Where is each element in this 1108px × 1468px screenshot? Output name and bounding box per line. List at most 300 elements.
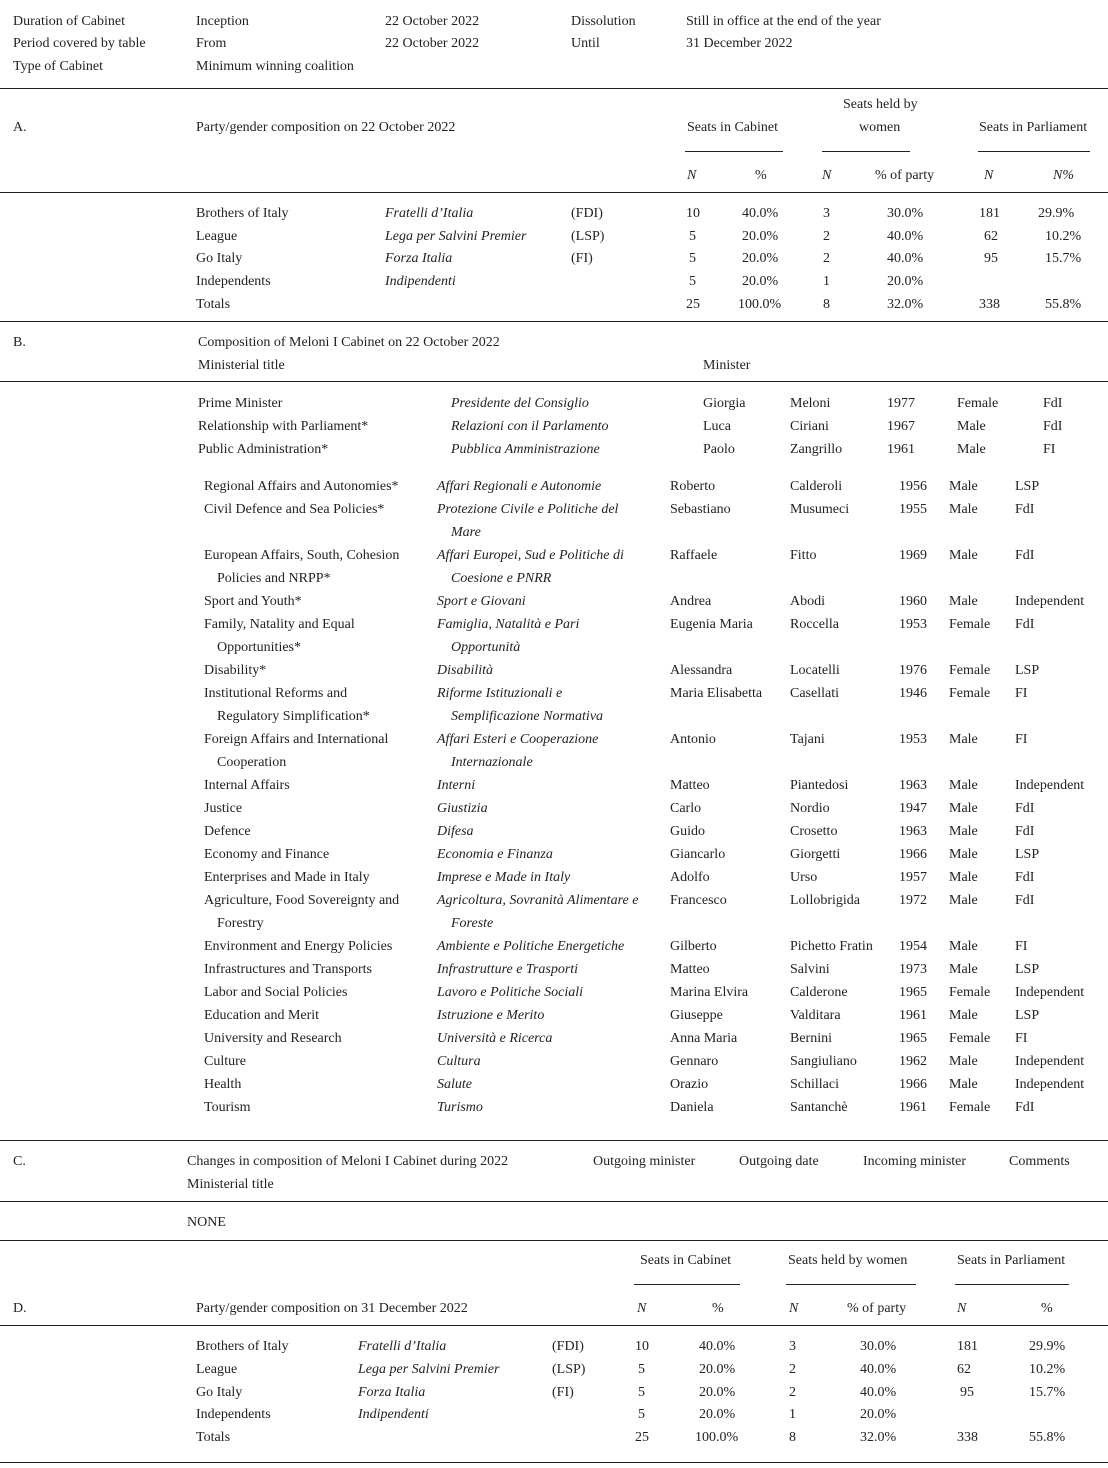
cabinet-type-label: Type of Cabinet xyxy=(13,59,103,74)
minister-gender: Male xyxy=(957,419,986,434)
minister-gender: Female xyxy=(949,1031,991,1046)
divider xyxy=(0,1462,1108,1463)
cab-pct: 20.0% xyxy=(742,229,779,244)
ministerial-title-italian: Pubblica Amministrazione xyxy=(451,442,600,457)
ministerial-title: Justice xyxy=(204,801,243,816)
ministerial-title-italian: Ambiente e Politiche Energetiche xyxy=(437,939,625,954)
minister-party: FdI xyxy=(1015,617,1035,632)
inception-value: 22 October 2022 xyxy=(385,14,480,29)
subhead-cab-n: N xyxy=(687,168,697,183)
minister-party: FI xyxy=(1015,939,1028,954)
ministerial-title: Environment and Energy Policies xyxy=(204,939,393,954)
until-label: Until xyxy=(571,36,600,51)
ministerial-title: Cooperation xyxy=(217,755,287,770)
wom-pct: 40.0% xyxy=(887,251,924,266)
ministerial-title-italian: Mare xyxy=(451,525,481,540)
par-pct: 15.7% xyxy=(1029,1385,1066,1400)
col-minister: Minister xyxy=(703,358,751,373)
subhead-cab-pct: % xyxy=(712,1301,724,1316)
subhead-cab-pct: % xyxy=(755,168,767,183)
duration-label: Duration of Cabinet xyxy=(13,14,125,29)
minister-birth-year: 1946 xyxy=(899,686,927,701)
divider xyxy=(0,88,1108,89)
par-pct: 29.9% xyxy=(1038,206,1075,221)
party-name: Brothers of Italy xyxy=(196,1339,289,1354)
minister-last-name: Fitto xyxy=(790,548,817,563)
col-group-women: Seats held by women xyxy=(788,1253,908,1268)
col-group-cabinet: Seats in Cabinet xyxy=(687,120,778,135)
cab-pct: 20.0% xyxy=(699,1407,736,1422)
col-outgoing-minister: Outgoing minister xyxy=(593,1154,696,1169)
party-abbr: (LSP) xyxy=(552,1362,586,1377)
ministerial-title: Health xyxy=(204,1077,242,1092)
section-letter: D. xyxy=(13,1301,27,1316)
minister-last-name: Meloni xyxy=(790,396,831,411)
par-pct: 29.9% xyxy=(1029,1339,1066,1354)
cab-n: 5 xyxy=(689,274,696,289)
minister-first-name: Roberto xyxy=(670,479,716,494)
par-n: 62 xyxy=(957,1362,971,1377)
ministerial-title-italian: Disabilità xyxy=(437,663,494,678)
wom-n: 1 xyxy=(789,1407,796,1422)
ministerial-title-italian: Università e Ricerca xyxy=(437,1031,553,1046)
minister-gender: Female xyxy=(957,396,999,411)
ministerial-title: Infrastructures and Transports xyxy=(204,962,372,977)
minister-gender: Male xyxy=(949,548,978,563)
ministerial-title: Institutional Reforms and xyxy=(204,686,348,701)
par-n: 62 xyxy=(984,229,998,244)
minister-last-name: Pichetto Fratin xyxy=(790,939,873,954)
minister-party: FI xyxy=(1015,732,1028,747)
minister-party: LSP xyxy=(1015,1008,1040,1023)
minister-first-name: Orazio xyxy=(670,1077,709,1092)
ministerial-title: Disability* xyxy=(204,663,267,678)
minister-last-name: Locatelli xyxy=(790,663,840,678)
minister-first-name: Giorgia xyxy=(703,396,746,411)
par-pct: 15.7% xyxy=(1045,251,1082,266)
wom-pct: 40.0% xyxy=(887,229,924,244)
minister-first-name: Raffaele xyxy=(670,548,718,563)
party-name: Independents xyxy=(196,1407,271,1422)
divider xyxy=(0,192,1108,193)
minister-gender: Male xyxy=(949,939,978,954)
cab-n: 5 xyxy=(638,1362,645,1377)
ministerial-title-italian: Infrastrutture e Trasporti xyxy=(437,962,579,977)
minister-party: Independent xyxy=(1015,985,1085,1000)
minister-gender: Female xyxy=(949,1100,991,1115)
minister-first-name: Matteo xyxy=(670,962,710,977)
minister-last-name: Tajani xyxy=(790,732,825,747)
section-title: Changes in composition of Meloni I Cabinet during 2022 xyxy=(187,1154,509,1169)
minister-first-name: Marina Elvira xyxy=(670,985,749,1000)
minister-last-name: Piantedosi xyxy=(790,778,849,793)
group-underline xyxy=(634,1284,740,1285)
minister-first-name: Antonio xyxy=(670,732,716,747)
minister-gender: Female xyxy=(949,617,991,632)
minister-last-name: Nordio xyxy=(790,801,830,816)
divider xyxy=(0,1140,1108,1141)
minister-birth-year: 1962 xyxy=(899,1054,927,1069)
minister-birth-year: 1977 xyxy=(887,396,915,411)
party-name: League xyxy=(196,1362,238,1377)
minister-birth-year: 1961 xyxy=(899,1100,927,1115)
par-pct: 10.2% xyxy=(1045,229,1082,244)
minister-first-name: Paolo xyxy=(703,442,735,457)
minister-party: FdI xyxy=(1015,893,1035,908)
minister-last-name: Valditara xyxy=(790,1008,841,1023)
minister-gender: Female xyxy=(949,663,991,678)
section-title: Composition of Meloni I Cabinet on 22 October 2022 xyxy=(198,335,500,350)
col-group-cabinet: Seats in Cabinet xyxy=(640,1253,731,1268)
minister-birth-year: 1976 xyxy=(899,663,927,678)
minister-last-name: Lollobrigida xyxy=(790,893,860,908)
ministerial-title-italian: Foreste xyxy=(451,916,494,931)
ministerial-title-italian: Protezione Civile e Politiche del xyxy=(437,502,619,517)
minister-last-name: Schillaci xyxy=(790,1077,839,1092)
par-n: 95 xyxy=(984,251,998,266)
minister-first-name: Giuseppe xyxy=(670,1008,723,1023)
dissolution-value: Still in office at the end of the year xyxy=(686,14,881,29)
party-italian: Forza Italia xyxy=(385,251,453,266)
ministerial-title-italian: Coesione e PNRR xyxy=(451,571,552,586)
minister-party: FdI xyxy=(1015,1100,1035,1115)
ministerial-title: Economy and Finance xyxy=(204,847,330,862)
minister-last-name: Urso xyxy=(790,870,818,885)
cab-n: 25 xyxy=(686,297,700,312)
wom-n: 2 xyxy=(823,251,830,266)
divider xyxy=(0,321,1108,322)
minister-first-name: Carlo xyxy=(670,801,702,816)
minister-last-name: Roccella xyxy=(790,617,839,632)
ministerial-title: Regional Affairs and Autonomies* xyxy=(204,479,399,494)
ministerial-title: Public Administration* xyxy=(198,442,329,457)
wom-n: 1 xyxy=(823,274,830,289)
party-name: Go Italy xyxy=(196,251,243,266)
from-value: 22 October 2022 xyxy=(385,36,480,51)
party-italian: Lega per Salvini Premier xyxy=(358,1362,500,1377)
minister-last-name: Ciriani xyxy=(790,419,829,434)
ministerial-title: Civil Defence and Sea Policies* xyxy=(204,502,385,517)
ministerial-title: Internal Affairs xyxy=(204,778,290,793)
col-ministerial-title: Ministerial title xyxy=(187,1177,274,1192)
party-italian: Forza Italia xyxy=(358,1385,426,1400)
wom-pct: 20.0% xyxy=(887,274,924,289)
minister-last-name: Calderone xyxy=(790,985,848,1000)
party-abbr: (LSP) xyxy=(571,229,605,244)
minister-first-name: Luca xyxy=(703,419,731,434)
minister-last-name: Crosetto xyxy=(790,824,838,839)
minister-party: Independent xyxy=(1015,1077,1085,1092)
minister-last-name: Sangiuliano xyxy=(790,1054,857,1069)
minister-birth-year: 1966 xyxy=(899,1077,927,1092)
wom-n: 2 xyxy=(823,229,830,244)
section-letter: B. xyxy=(13,335,26,350)
ministerial-title: Labor and Social Policies xyxy=(204,985,348,1000)
cab-pct: 100.0% xyxy=(695,1430,739,1445)
from-label: From xyxy=(196,36,227,51)
subhead-par-n: N xyxy=(957,1301,967,1316)
ministerial-title-italian: Giustizia xyxy=(437,801,488,816)
par-n: 95 xyxy=(960,1385,974,1400)
minister-party: FI xyxy=(1015,686,1028,701)
section-letter: A. xyxy=(13,120,27,135)
minister-birth-year: 1966 xyxy=(899,847,927,862)
minister-gender: Male xyxy=(949,824,978,839)
minister-birth-year: 1965 xyxy=(899,1031,927,1046)
divider xyxy=(0,1325,1108,1326)
period-label: Period covered by table xyxy=(13,36,146,51)
section-title: Party/gender composition on 31 December 2022 xyxy=(196,1301,468,1316)
ministerial-title: Policies and NRPP* xyxy=(217,571,331,586)
minister-party: FI xyxy=(1043,442,1056,457)
col-group-women-line2: women xyxy=(859,120,901,135)
minister-first-name: Anna Maria xyxy=(670,1031,738,1046)
ministerial-title: Education and Merit xyxy=(204,1008,320,1023)
minister-birth-year: 1953 xyxy=(899,617,927,632)
col-group-women: Seats held by xyxy=(843,97,918,112)
ministerial-title-italian: Cultura xyxy=(437,1054,481,1069)
ministerial-title-italian: Affari Regionali e Autonomie xyxy=(437,479,602,494)
ministerial-title: Tourism xyxy=(204,1100,251,1115)
minister-birth-year: 1961 xyxy=(899,1008,927,1023)
ministerial-title-italian: Salute xyxy=(437,1077,472,1092)
group-underline xyxy=(955,1284,1069,1285)
minister-first-name: Gilberto xyxy=(670,939,717,954)
cab-n: 25 xyxy=(635,1430,649,1445)
wom-pct: 40.0% xyxy=(860,1385,897,1400)
ministerial-title-italian: Difesa xyxy=(437,824,474,839)
cabinet-type-value: Minimum winning coalition xyxy=(196,59,354,74)
cab-pct: 20.0% xyxy=(699,1362,736,1377)
ministerial-title-italian: Affari Esteri e Cooperazione xyxy=(437,732,599,747)
col-group-parliament: Seats in Parliament xyxy=(979,120,1088,135)
ministerial-title-italian: Imprese e Made in Italy xyxy=(437,870,571,885)
ministerial-title: Culture xyxy=(204,1054,246,1069)
minister-first-name: Guido xyxy=(670,824,705,839)
section-title: Party/gender composition on 22 October 2022 xyxy=(196,120,456,135)
minister-first-name: Eugenia Maria xyxy=(670,617,753,632)
ministerial-title: Relationship with Parliament* xyxy=(198,419,369,434)
wom-n: 2 xyxy=(789,1385,796,1400)
party-italian: Indipendenti xyxy=(358,1407,429,1422)
minister-gender: Female xyxy=(949,985,991,1000)
col-comments: Comments xyxy=(1009,1154,1070,1169)
minister-last-name: Abodi xyxy=(790,594,825,609)
ministerial-title-italian: Relazioni con il Parlamento xyxy=(451,419,609,434)
divider xyxy=(0,381,1108,382)
wom-pct: 30.0% xyxy=(860,1339,897,1354)
divider xyxy=(0,1201,1108,1202)
minister-last-name: Musumeci xyxy=(790,502,850,517)
minister-first-name: Daniela xyxy=(670,1100,714,1115)
totals-label: Totals xyxy=(196,1430,231,1445)
minister-party: FdI xyxy=(1015,870,1035,885)
col-incoming-minister: Incoming minister xyxy=(863,1154,967,1169)
subhead-wom-pct: % of party xyxy=(875,168,935,183)
ministerial-title: Forestry xyxy=(217,916,264,931)
minister-party: LSP xyxy=(1015,847,1040,862)
ministerial-title: Agriculture, Food Sovereignty and xyxy=(204,893,400,908)
ministerial-title-italian: Economia e Finanza xyxy=(437,847,553,862)
wom-pct: 32.0% xyxy=(860,1430,897,1445)
minister-birth-year: 1957 xyxy=(899,870,927,885)
minister-birth-year: 1960 xyxy=(899,594,927,609)
group-underline xyxy=(822,151,910,152)
group-underline xyxy=(685,151,783,152)
dissolution-label: Dissolution xyxy=(571,14,636,29)
wom-n: 2 xyxy=(789,1362,796,1377)
minister-gender: Male xyxy=(949,594,978,609)
minister-party: LSP xyxy=(1015,663,1040,678)
cab-n: 5 xyxy=(689,251,696,266)
cab-pct: 40.0% xyxy=(699,1339,736,1354)
subhead-wom-pct: % of party xyxy=(847,1301,907,1316)
ministerial-title: Regulatory Simplification* xyxy=(217,709,370,724)
totals-label: Totals xyxy=(196,297,231,312)
minister-gender: Female xyxy=(949,686,991,701)
ministerial-title: European Affairs, South, Cohesion xyxy=(204,548,400,563)
minister-gender: Male xyxy=(949,893,978,908)
minister-party: FdI xyxy=(1015,801,1035,816)
minister-party: Independent xyxy=(1015,594,1085,609)
minister-first-name: Alessandra xyxy=(670,663,733,678)
ministerial-title-italian: Sport e Giovani xyxy=(437,594,526,609)
ministerial-title: Defence xyxy=(204,824,251,839)
minister-birth-year: 1967 xyxy=(887,419,915,434)
minister-gender: Male xyxy=(949,801,978,816)
minister-birth-year: 1963 xyxy=(899,824,927,839)
ministerial-title-italian: Interni xyxy=(437,778,476,793)
ministerial-title-italian: Turismo xyxy=(437,1100,483,1115)
cab-n: 5 xyxy=(689,229,696,244)
cab-n: 10 xyxy=(635,1339,649,1354)
minister-first-name: Matteo xyxy=(670,778,710,793)
minister-last-name: Calderoli xyxy=(790,479,843,494)
par-pct: 10.2% xyxy=(1029,1362,1066,1377)
minister-party: Independent xyxy=(1015,778,1085,793)
par-n: 338 xyxy=(979,297,1000,312)
party-name: Independents xyxy=(196,274,271,289)
minister-first-name: Maria Elisabetta xyxy=(670,686,763,701)
minister-first-name: Adolfo xyxy=(670,870,710,885)
ministerial-title: Sport and Youth* xyxy=(204,594,302,609)
minister-birth-year: 1947 xyxy=(899,801,927,816)
minister-party: FdI xyxy=(1015,824,1035,839)
minister-gender: Male xyxy=(949,1077,978,1092)
minister-first-name: Andrea xyxy=(670,594,712,609)
ministerial-title-italian: Semplificazione Normativa xyxy=(451,709,604,724)
cab-pct: 20.0% xyxy=(699,1385,736,1400)
party-abbr: (FI) xyxy=(552,1385,574,1400)
ministerial-title-italian: Agricoltura, Sovranità Alimentare e xyxy=(437,893,639,908)
col-group-parliament: Seats in Parliament xyxy=(957,1253,1066,1268)
par-n: 181 xyxy=(979,206,1000,221)
subhead-par-n: N xyxy=(984,168,994,183)
minister-birth-year: 1965 xyxy=(899,985,927,1000)
party-italian: Fratelli d’Italia xyxy=(385,206,474,221)
inception-label: Inception xyxy=(196,14,249,29)
cab-n: 10 xyxy=(686,206,700,221)
wom-n: 3 xyxy=(789,1339,796,1354)
party-name: League xyxy=(196,229,238,244)
minister-gender: Male xyxy=(949,778,978,793)
par-n: 338 xyxy=(957,1430,978,1445)
minister-birth-year: 1956 xyxy=(899,479,927,494)
ministerial-title-italian: Presidente del Consiglio xyxy=(451,396,589,411)
subhead-par-pct: % xyxy=(1041,1301,1053,1316)
par-n: 181 xyxy=(957,1339,978,1354)
minister-birth-year: 1969 xyxy=(899,548,927,563)
minister-party: FdI xyxy=(1015,502,1035,517)
minister-party: LSP xyxy=(1015,479,1040,494)
par-pct: 55.8% xyxy=(1029,1430,1066,1445)
minister-last-name: Giorgetti xyxy=(790,847,841,862)
minister-gender: Male xyxy=(949,479,978,494)
ministerial-title: Enterprises and Made in Italy xyxy=(204,870,370,885)
wom-pct: 30.0% xyxy=(887,206,924,221)
wom-pct: 20.0% xyxy=(860,1407,897,1422)
party-name: Go Italy xyxy=(196,1385,243,1400)
wom-pct: 32.0% xyxy=(887,297,924,312)
ministerial-title-italian: Internazionale xyxy=(451,755,533,770)
party-abbr: (FI) xyxy=(571,251,593,266)
minister-last-name: Bernini xyxy=(790,1031,832,1046)
cab-pct: 20.0% xyxy=(742,274,779,289)
ministerial-title-italian: Opportunità xyxy=(451,640,521,655)
cab-n: 5 xyxy=(638,1407,645,1422)
party-abbr: (FDI) xyxy=(571,206,603,221)
ministerial-title: Family, Natality and Equal xyxy=(204,617,355,632)
wom-n: 8 xyxy=(823,297,830,312)
wom-n: 8 xyxy=(789,1430,796,1445)
group-underline xyxy=(978,151,1090,152)
minister-gender: Male xyxy=(957,442,986,457)
minister-gender: Male xyxy=(949,870,978,885)
minister-party: FdI xyxy=(1043,396,1063,411)
ministerial-title: Foreign Affairs and International xyxy=(204,732,389,747)
group-underline xyxy=(786,1284,916,1285)
ministerial-title: Prime Minister xyxy=(198,396,283,411)
wom-n: 3 xyxy=(823,206,830,221)
cab-pct: 40.0% xyxy=(742,206,779,221)
ministerial-title-italian: Affari Europei, Sud e Politiche di xyxy=(437,548,624,563)
party-italian: Fratelli d’Italia xyxy=(358,1339,447,1354)
minister-birth-year: 1954 xyxy=(899,939,927,954)
ministerial-title-italian: Famiglia, Natalità e Pari xyxy=(437,617,580,632)
minister-birth-year: 1953 xyxy=(899,732,927,747)
minister-first-name: Francesco xyxy=(670,893,727,908)
cab-n: 5 xyxy=(638,1385,645,1400)
minister-last-name: Zangrillo xyxy=(790,442,843,457)
minister-party: Independent xyxy=(1015,1054,1085,1069)
par-pct: 55.8% xyxy=(1045,297,1082,312)
minister-first-name: Gennaro xyxy=(670,1054,719,1069)
divider xyxy=(0,1240,1108,1241)
minister-birth-year: 1961 xyxy=(887,442,915,457)
minister-last-name: Santanchè xyxy=(790,1100,848,1115)
cab-pct: 20.0% xyxy=(742,251,779,266)
minister-birth-year: 1972 xyxy=(899,893,927,908)
minister-party: FdI xyxy=(1043,419,1063,434)
minister-party: LSP xyxy=(1015,962,1040,977)
minister-birth-year: 1973 xyxy=(899,962,927,977)
party-italian: Indipendenti xyxy=(385,274,456,289)
minister-gender: Male xyxy=(949,847,978,862)
minister-last-name: Salvini xyxy=(790,962,830,977)
col-outgoing-date: Outgoing date xyxy=(739,1154,819,1169)
minister-birth-year: 1963 xyxy=(899,778,927,793)
ministerial-title-italian: Riforme Istituzionali e xyxy=(437,686,563,701)
